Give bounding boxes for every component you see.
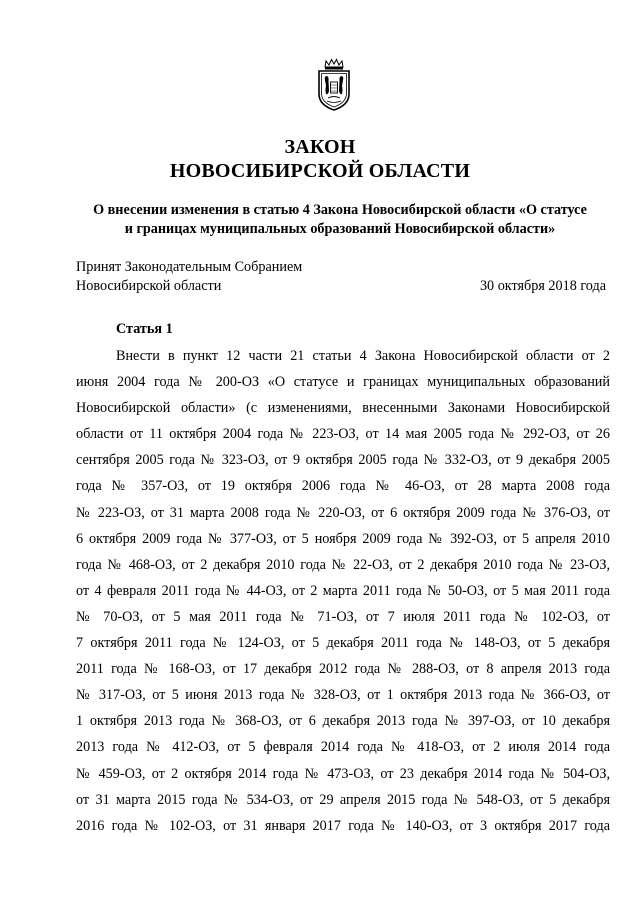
article-body-line: июня 2004 года № 200-ОЗ «О статусе и границах муниципальных образований xyxy=(76,374,610,391)
article-body-line: Внести в пункт 12 части 21 статьи 4 Закона Новосибирской области от 2 xyxy=(116,348,610,364)
coat-of-arms-icon xyxy=(316,58,352,112)
article-body-line: № 70-ОЗ, от 5 мая 2011 года № 71-ОЗ, от 7 июля 2011 года № 102-ОЗ, от xyxy=(76,608,610,625)
article-body-line: области от 11 октября 2004 года № 223-ОЗ, от 14 мая 2005 года № 292-ОЗ, от 26 xyxy=(76,426,610,443)
article-body-line: от 31 марта 2015 года № 534-ОЗ, от 29 апреля 2015 года № 548-ОЗ, от 5 декабря xyxy=(76,791,610,808)
adoption-date: 30 октября 2018 года xyxy=(479,278,606,294)
article-body-line: 6 октября 2009 года № 377-ОЗ, от 5 ноября 2009 года № 392-ОЗ, от 5 апреля 2010 xyxy=(76,530,610,547)
article-body xyxy=(76,343,610,839)
document-title-line1: ЗАКОН xyxy=(284,136,356,158)
article-body-line: от 4 февраля 2011 года № 44-ОЗ, от 2 марта 2011 года № 50-ОЗ, от 5 мая 2011 года xyxy=(76,582,610,599)
article-body-line: № 317-ОЗ, от 5 июня 2013 года № 328-ОЗ, от 1 октября 2013 года № 366-ОЗ, от xyxy=(76,687,610,704)
article-body-line: 1 октября 2013 года № 368-ОЗ, от 6 декабря 2013 года № 397-ОЗ, от 10 декабря xyxy=(76,713,610,730)
article-body-line: № 459-ОЗ, от 2 октября 2014 года № 473-ОЗ, от 23 декабря 2014 года № 504-ОЗ, xyxy=(76,765,610,782)
document-title-line2: НОВОСИБИРСКОЙ ОБЛАСТИ xyxy=(169,160,471,182)
article-body-line: Новосибирской области» (с изменениями, внесенными Законами Новосибирской xyxy=(76,400,610,417)
article-body-line: года № 357-ОЗ, от 19 октября 2006 года № 46-ОЗ, от 28 марта 2008 года xyxy=(76,478,610,495)
adoption-line2: Новосибирской области xyxy=(76,278,222,294)
article-body-line: года № 468-ОЗ, от 2 декабря 2010 года № 22-ОЗ, от 2 декабря 2010 года № 23-ОЗ, xyxy=(76,556,610,573)
article-body-line: 2016 года № 102-ОЗ, от 31 января 2017 года № 140-ОЗ, от 3 октября 2017 года xyxy=(76,817,610,834)
subtitle-line1: О внесении изменения в статью 4 Закона Новосибирской области «О статусе xyxy=(93,202,587,218)
document-subtitle xyxy=(60,201,620,239)
article-heading: Статья 1 xyxy=(116,321,173,337)
subtitle-line2: и границах муниципальных образований Новосибирской области» xyxy=(124,221,556,237)
article-body-line: 2013 года № 412-ОЗ, от 5 февраля 2014 года № 418-ОЗ, от 2 июля 2014 года xyxy=(76,739,610,756)
article-body-line: № 223-ОЗ, от 31 марта 2008 года № 220-ОЗ, от 6 октября 2009 года № 376-ОЗ, от xyxy=(76,504,610,521)
adoption-block xyxy=(76,258,612,296)
adoption-line1: Принят Законодательным Собранием xyxy=(76,259,303,275)
article-body-line: 7 октября 2011 года № 124-ОЗ, от 5 декабря 2011 года № 148-ОЗ, от 5 декабря xyxy=(76,635,610,652)
article-body-line: 2011 года № 168-ОЗ, от 17 декабря 2012 года № 288-ОЗ, от 8 апреля 2013 года xyxy=(76,661,610,678)
article-body-line: сентября 2005 года № 323-ОЗ, от 9 октября 2005 года № 332-ОЗ, от 9 декабря 2005 xyxy=(76,452,610,469)
